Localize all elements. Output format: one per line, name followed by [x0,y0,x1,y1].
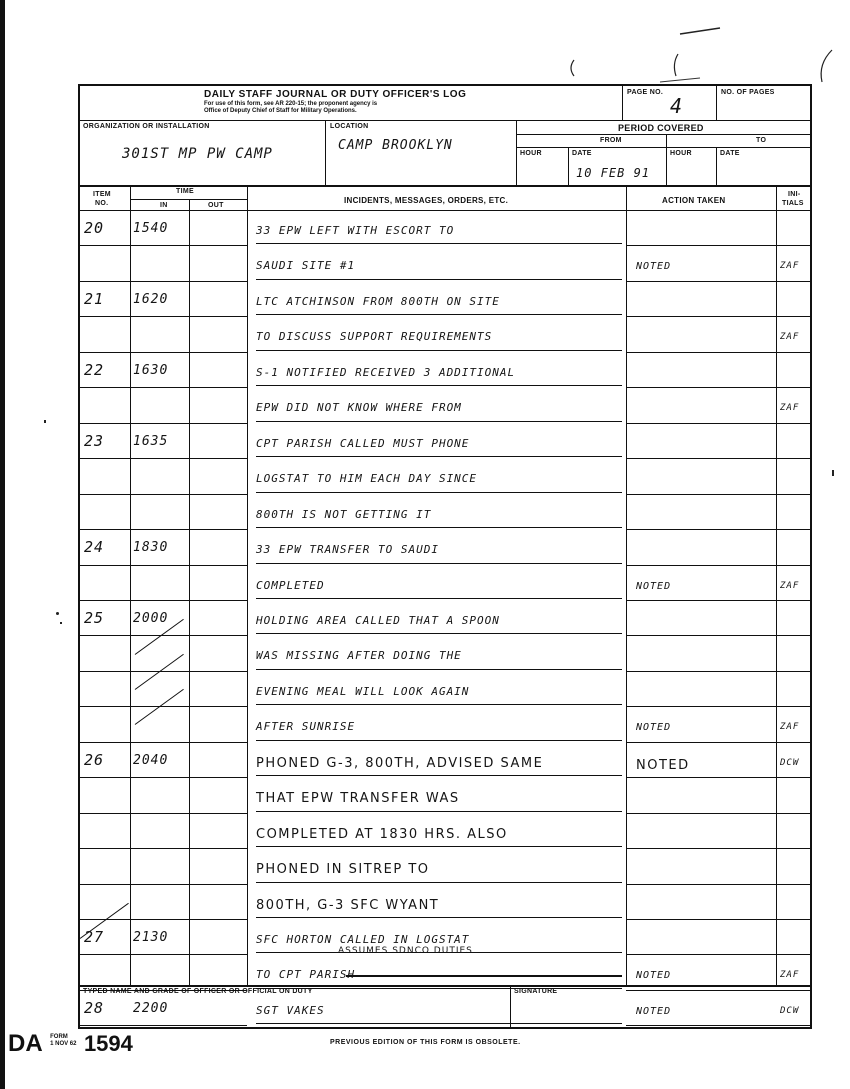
entry-row-rule [80,777,247,778]
entry-item-no: 24 [84,538,105,557]
entry-action: NOTED [636,1005,672,1017]
entry-underline [256,704,622,705]
entry-item-no: 28 [84,998,105,1017]
entry-row-rule [626,423,810,424]
entry-text: SGT VAKES [256,1003,325,1017]
entry-row-rule [626,742,810,743]
entry-time-in: 2130 [133,930,169,945]
entry-item-no: 25 [84,608,105,627]
entry-text: PHONED G-3, 800TH, ADVISED SAME [256,755,544,771]
entry-underline [256,314,622,315]
location-value: CAMP BROOKLYN [338,138,453,153]
entry-row-rule [626,919,810,920]
form-number-block [8,1030,133,1058]
entry-row-rule [626,387,810,388]
entry-row-rule [626,600,810,601]
col-item-no-label: NO. [95,200,109,207]
entry-text: THAT EPW TRANSFER WAS [256,791,460,807]
entry-text: LOGSTAT TO HIM EACH DAY SINCE [256,472,478,486]
entry-row-rule [626,777,810,778]
entry-text: AFTER SUNRISE [256,720,356,734]
entry-row-rule [626,1025,810,1026]
entry-time-in: 1540 [133,221,169,236]
entry-initials: ZAF [780,970,800,981]
entry-time-in: 2200 [133,1000,169,1016]
entry-underline [256,775,622,776]
col-out-label: OUT [208,202,224,209]
entry-text: COMPLETED [256,578,325,592]
entry-underline [256,492,622,493]
entry-row-rule [626,954,810,955]
entry-item-no: 23 [84,431,105,450]
scan-speck [56,612,59,615]
entry-row-rule [80,387,247,388]
entry-row-rule [80,742,247,743]
entry-initials: ZAF [780,332,800,343]
entry-initials: DCW [780,1005,800,1016]
entry-text: PHONED IN SITREP TO [256,862,430,878]
entry-underline [256,633,622,634]
to-label: TO [756,137,767,144]
page-no-label: PAGE NO. [627,89,664,96]
entry-row-rule [626,281,810,282]
scan-speck [832,470,834,476]
entry-item-no: 20 [84,219,105,237]
entry-text: EPW DID NOT KNOW WHERE FROM [256,401,462,415]
entry-row-rule [626,813,810,814]
entry-row-rule [626,671,810,672]
entry-text: TO CPT PARISH [256,968,356,982]
entry-row-rule [80,813,247,814]
entry-action: NOTED [636,757,690,773]
entry-underline [256,527,622,528]
entry-row-rule [626,635,810,636]
entry-item-no: 27 [84,928,105,946]
from-date-label: DATE [572,150,592,157]
entry-underline [256,846,622,847]
journal-form [78,84,812,1029]
entry-underline [256,456,622,457]
no-of-pages-label: NO. OF PAGES [721,89,775,96]
entry-underline [256,882,622,883]
entry-row-rule [80,529,247,530]
entry-time-in: 2040 [133,752,169,768]
entry-row-rule [80,494,247,495]
entry-initials: ZAF [780,261,800,272]
entry-row-rule [626,352,810,353]
entry-row-rule [626,706,810,707]
entry-underline [256,1023,622,1024]
form-word: FORM [50,1034,68,1040]
entry-row-rule [80,671,247,672]
void-slash [135,654,184,690]
entry-initials: ZAF [780,580,800,591]
scan-speck [60,622,62,624]
entry-text: EVENING MEAL WILL LOOK AGAIN [256,684,470,698]
organization-label: ORGANIZATION OR INSTALLATION [83,123,210,130]
entry-underline [256,350,622,351]
entry-text: LTC ATCHINSON FROM 800TH ON SITE [256,294,500,308]
entry-row-rule [80,423,247,424]
entry-underline [256,811,622,812]
entry-action: NOTED [636,580,672,592]
entry-underline [256,421,622,422]
entry-row-rule [80,1025,247,1026]
entry-28-strikeout [346,975,622,977]
location-label: LOCATION [330,123,369,130]
entry-time-in: 1630 [133,362,169,378]
to-date-label: DATE [720,150,740,157]
entry-row-rule [80,635,247,636]
entry-row-rule [80,245,247,246]
entry-row-rule [626,565,810,566]
from-date-value: 10 FEB 91 [576,166,651,180]
typed-name-label: TYPED NAME AND GRADE OF OFFICER OR OFFICIAL ON DUTY [83,988,313,995]
entry-item-no: 22 [84,360,105,379]
entry-text: SFC HORTON CALLED IN LOGSTAT [256,933,470,946]
entry-row-rule [80,848,247,849]
entry-initials: DCW [780,757,800,768]
entry-time-in: 1830 [133,540,169,556]
entry-underline [256,279,622,280]
form-number: 1594 [83,1031,133,1056]
entry-row-rule [626,245,810,246]
entry-action: NOTED [636,970,672,982]
from-hour-label: HOUR [520,150,542,157]
entry-row-rule [626,848,810,849]
entry-text: CPT PARISH CALLED MUST PHONE [256,436,470,450]
entry-initials: ZAF [780,722,800,733]
entry-underline [256,740,622,741]
entry-text: SAUDI SITE #1 [256,259,356,273]
entry-row-rule [626,529,810,530]
entry-row-rule [626,494,810,495]
entry-underline [256,243,622,244]
entry-underline [256,598,622,599]
entry-item-no: 21 [84,289,105,308]
entry-row-rule [80,954,247,955]
entry-underline [256,917,622,918]
entry-text: WAS MISSING AFTER DOING THE [256,649,462,663]
entry-row-rule [626,990,810,991]
void-slash [80,903,129,939]
entry-text: COMPLETED AT 1830 HRS. ALSO [256,826,508,842]
col-action-label: ACTION TAKEN [662,196,726,205]
entry-row-rule [80,281,247,282]
entry-row-rule [80,884,247,885]
entry-underline [256,563,622,564]
entry-underline [256,385,622,386]
entry-item-no: 26 [84,750,105,769]
entry-row-rule [80,706,247,707]
form-subtitle-2: Office of Deputy Chief of Staff for Military Operations. [204,108,357,114]
entry-row-rule [80,600,247,601]
entry-action: NOTED [636,722,672,734]
page-no-value: 4 [670,94,684,118]
signature-label: SIGNATURE [514,988,558,995]
entry-text: 33 EPW LEFT WITH ESCORT TO [256,224,455,237]
entry-text: S-1 NOTIFIED RECEIVED 3 ADDITIONAL [256,365,516,379]
col-initials-label-2: TIALS [782,200,804,207]
entry-row-rule [80,565,247,566]
entry-underline [256,669,622,670]
scan-binder-edge [0,0,5,1089]
entry-text: TO DISCUSS SUPPORT REQUIREMENTS [256,330,493,344]
form-subtitle-1: For use of this form, see AR 220-15; the proponent agency is [204,101,378,107]
entry-28-insert: ASSUMES SDNCO DUTIES [338,946,473,956]
entry-text: 800TH, G-3 SFC WYANT [256,897,440,913]
col-item-label: ITEM [93,191,111,198]
entry-row-rule [80,458,247,459]
entry-initials: ZAF [780,403,800,414]
from-label: FROM [600,137,622,144]
entry-row-rule [626,316,810,317]
entry-text: HOLDING AREA CALLED THAT A SPOON [256,613,500,627]
entry-time-in: 1620 [133,291,169,307]
organization-value: 301ST MP PW CAMP [122,146,273,162]
form-date: 1 NOV 62 [50,1041,77,1047]
col-incidents-label: INCIDENTS, MESSAGES, ORDERS, ETC. [344,196,509,205]
scan-marks-top [560,20,840,90]
entry-row-rule [626,884,810,885]
to-hour-label: HOUR [670,150,692,157]
entry-row-rule [626,458,810,459]
entry-text: 800TH IS NOT GETTING IT [256,507,432,521]
entry-row-rule [80,352,247,353]
previous-edition-note: PREVIOUS EDITION OF THIS FORM IS OBSOLETE. [330,1039,521,1046]
entry-time-in: 1635 [133,433,169,449]
entry-action: NOTED [636,261,672,273]
col-initials-label-1: INI- [788,191,801,198]
entry-time-in: 2000 [133,610,169,626]
form-prefix: DA [8,1030,43,1057]
col-in-label: IN [160,202,168,209]
form-title: DAILY STAFF JOURNAL OR DUTY OFFICER'S LOG [204,89,467,100]
col-time-label: TIME [176,188,194,195]
period-covered-label: PERIOD COVERED [618,123,704,133]
entry-text: 33 EPW TRANSFER TO SAUDI [256,543,439,557]
scan-speck [44,420,46,423]
entry-row-rule [80,316,247,317]
